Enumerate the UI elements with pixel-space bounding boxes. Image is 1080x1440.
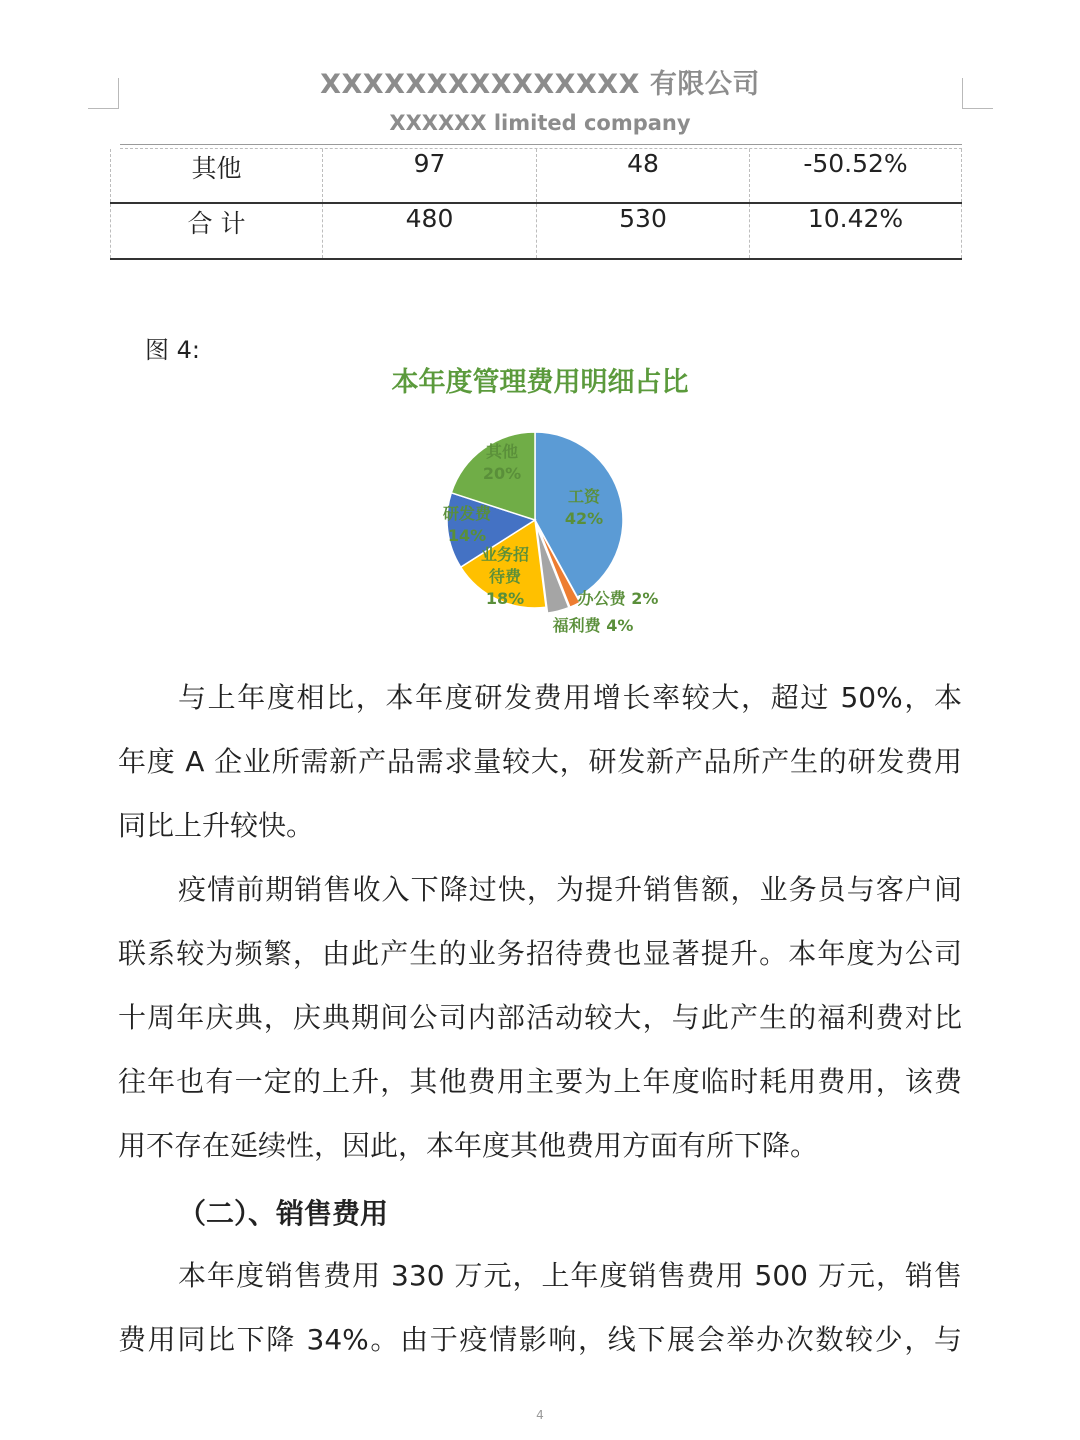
pie-label-研发费: 研发费 14% [442,504,492,545]
paragraph-line: 本年度销售费用 330 万元，上年度销售费用 500 万元，销售 [178,1259,962,1292]
page-number: 4 [536,1408,544,1422]
pie-chart [420,410,680,640]
table-cell: 10.42% [750,203,962,259]
paragraph-1 [118,666,962,858]
paragraph-line: 往年也有一定的上升，其他费用主要为上年度临时耗用费用，该费 [118,1065,962,1098]
paragraph-line: 同比上升较快。 [118,809,315,842]
paragraph-line: 与上年度相比，本年度研发费用增长率较大，超过 50%，本 [178,681,962,714]
paragraph-line: 费用同比下降 34%。由于疫情影响，线下展会举办次数较少，与 [118,1323,962,1356]
pie-label-办公费: 办公费 2% [577,589,659,608]
table-cell: 97 [323,149,537,203]
paragraph-2 [118,858,962,1178]
table-row [111,203,962,259]
pie-label-业务招待费: 业务招待费 18% [480,545,530,608]
section-heading: （二）、销售费用 [178,1197,389,1230]
figure-label: 图 4: [145,336,200,364]
pie-label-福利费: 福利费 4% [552,616,634,635]
table-cell: 530 [537,203,750,259]
table-cell: 其他 [111,149,323,203]
header-company-name: XXXXXXXXXXXXXXX 有限公司 [320,69,760,100]
paragraph-line: 疫情前期销售收入下降过快，为提升销售额，业务员与客户间 [178,873,962,906]
pie-label-工资: 工资 42% [564,487,604,528]
table-cell: 合 计 [111,203,323,259]
paragraph-line: 年度 A 企业所需新产品需求量较大，研发新产品所产生的研发费用 [118,745,962,778]
expense-table [110,149,962,260]
header-company-subtitle: XXXXXX limited company [389,111,691,135]
table-cell: -50.52% [750,149,962,203]
table-row [111,149,962,203]
table-cell: 480 [323,203,537,259]
paragraph-line: 联系较为频繁，由此产生的业务招待费也显著提升。本年度为公司 [118,937,962,970]
paragraph-line: 十周年庆典，庆典期间公司内部活动较大，与此产生的福利费对比 [118,1001,962,1034]
pie-label-其他: 其他 20% [482,442,522,483]
paragraph-line: 用不存在延续性，因此，本年度其他费用方面有所下降。 [118,1129,819,1162]
table-cell: 48 [537,149,750,203]
chart-title: 本年度管理费用明细占比 [391,367,689,398]
header-rule [120,144,962,145]
paragraph-3 [118,1244,962,1372]
